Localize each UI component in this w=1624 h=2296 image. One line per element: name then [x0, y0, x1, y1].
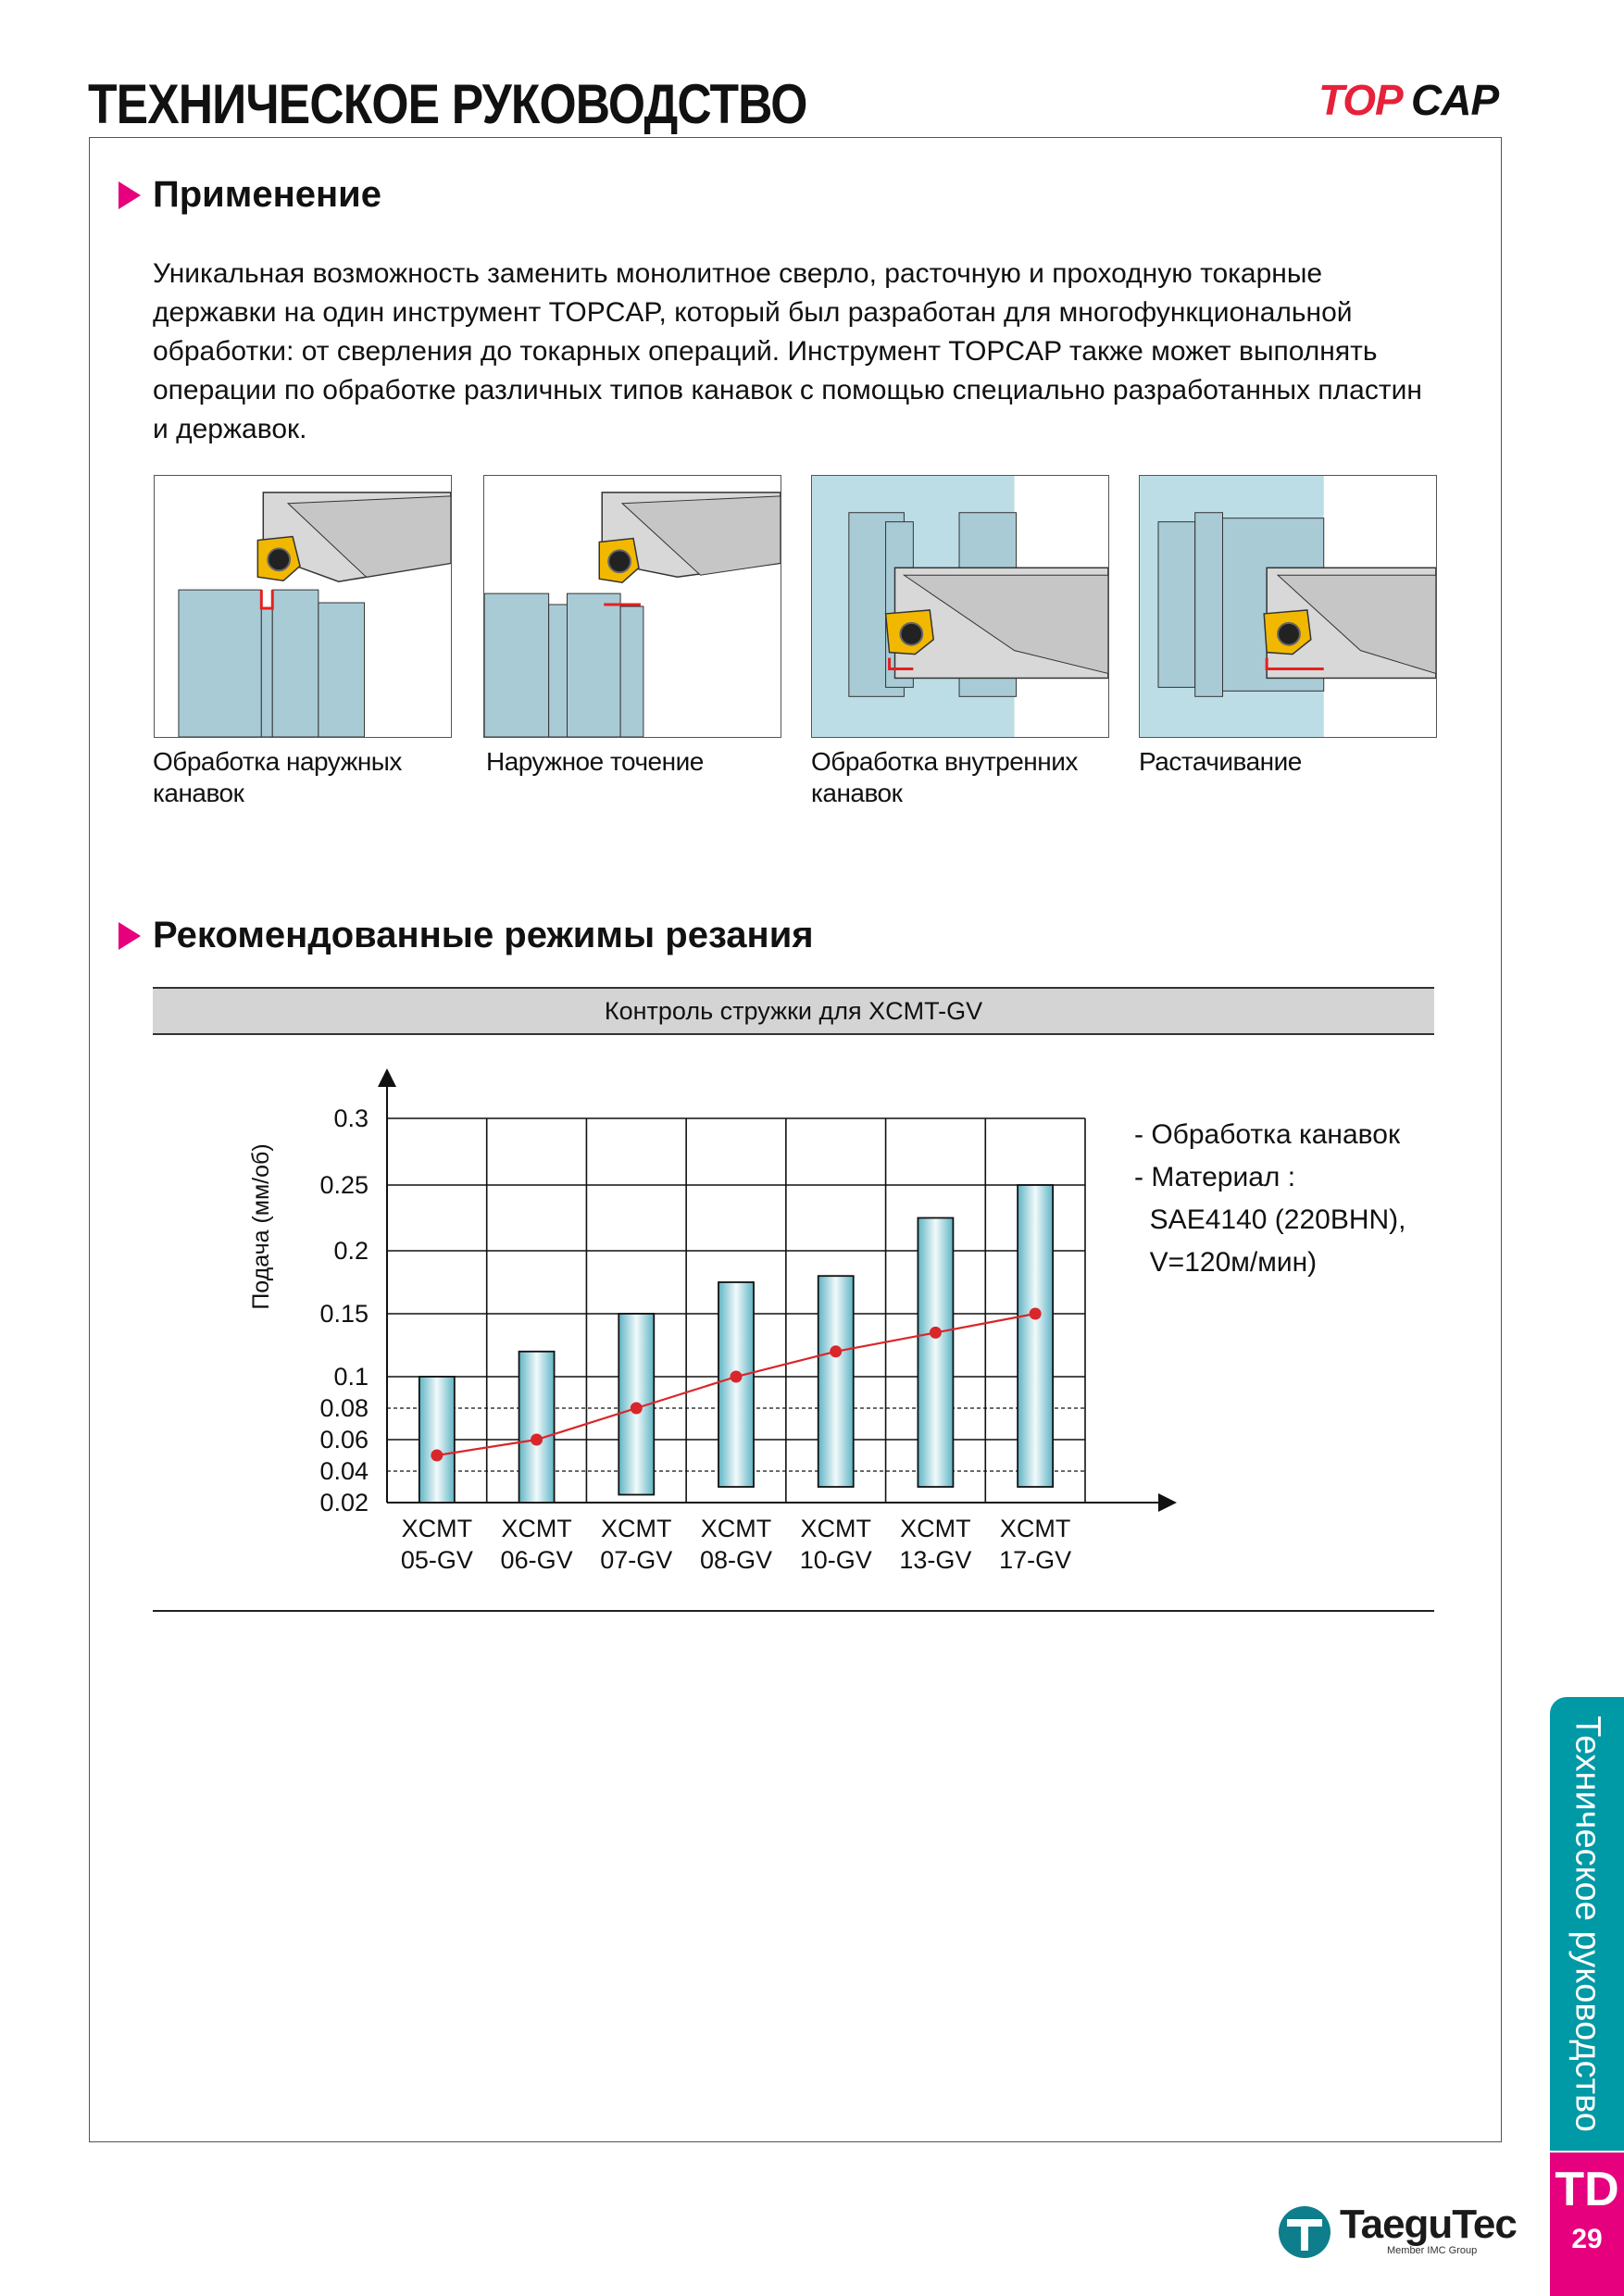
internal-grooving-illustration [811, 475, 1109, 738]
recommended-feed-point [531, 1434, 543, 1446]
note-line: - Материал : [1134, 1162, 1296, 1192]
page-number: 29 [1571, 2224, 1603, 2254]
recommended-feed-point [930, 1327, 942, 1339]
x-tick-label: XCMT [700, 1515, 772, 1542]
x-tick-label: XCMT [900, 1515, 971, 1542]
y-tick-label: 0.2 [333, 1237, 369, 1265]
x-tick-label: 05-GV [400, 1546, 473, 1574]
feed-range-bar [918, 1218, 953, 1488]
caption-external-turning: Наружное точение [486, 747, 704, 776]
svg-text:CAP: CAP [1411, 76, 1499, 124]
y-tick-label: 0.08 [319, 1394, 369, 1422]
topcap-logo [1315, 72, 1509, 128]
section-code: TD [1555, 2163, 1619, 2216]
y-tick-label: 0.04 [319, 1457, 369, 1485]
feed-range-bar [519, 1352, 555, 1503]
caption-internal-grooving: Обработка внутренних канавок [811, 747, 1078, 807]
svg-text:TOP: TOP [1318, 76, 1403, 124]
y-tick-label: 0.25 [319, 1171, 369, 1199]
note-line: SAE4140 (220BHN), [1134, 1204, 1406, 1235]
y-axis-label: Подача (мм/об) [248, 1143, 274, 1310]
section-title-application: Применение [153, 174, 382, 215]
page-title: ТЕХНИЧЕСКОЕ РУКОВОДСТВО [88, 73, 807, 135]
note-line: - Обработка канавок [1134, 1119, 1401, 1150]
intro-paragraph: Уникальная возможность заменить монолитное сверло, расточную и проходную токарные державки на один инструмент TOPCAP, который был разработан для многофункциональной обработки: от сверления до токарных операций. Инструмент TOPCAP также может выполнять операции по обработке различных типов канавок с помощью специально разработанных пластин и державок. [153, 258, 1422, 444]
x-tick-label: XCMT [999, 1515, 1071, 1542]
chart-header-band: Контроль стружки для XCMT-GV [153, 987, 1434, 1035]
x-tick-label: XCMT [601, 1515, 672, 1542]
recommended-feed-point [1030, 1308, 1042, 1320]
feed-range-bar [419, 1377, 455, 1503]
brand-name: TaeguTec [1340, 2202, 1517, 2247]
x-tick-label: 06-GV [500, 1546, 573, 1574]
x-tick-label: 08-GV [699, 1546, 773, 1574]
x-tick-label: 13-GV [899, 1546, 972, 1574]
recommended-feed-point [431, 1450, 443, 1462]
y-tick-label: 0.1 [333, 1363, 369, 1391]
y-tick-label: 0.15 [319, 1300, 369, 1328]
feed-range-bar [718, 1282, 754, 1487]
caption-external-grooving: Обработка наружных канавок [153, 747, 402, 807]
y-tick-label: 0.02 [319, 1489, 369, 1516]
external-turning-illustration [483, 475, 781, 738]
side-tab-label-wrap [1550, 1697, 1624, 2151]
note-line: V=120м/мин) [1134, 1247, 1318, 1278]
recommended-feed-point [731, 1371, 743, 1383]
side-tab-label: Техническое руководство [1568, 1716, 1607, 2132]
feed-range-bar [1018, 1185, 1053, 1487]
section-arrow-icon [119, 181, 141, 209]
section-code-box [1550, 2152, 1624, 2296]
x-tick-label: 07-GV [600, 1546, 673, 1574]
external-grooving-illustration [154, 475, 452, 738]
section-title-cutting: Рекомендованные режимы резания [153, 915, 814, 955]
boring-illustration [1139, 475, 1437, 738]
caption-boring: Растачивание [1139, 747, 1302, 776]
x-tick-label: XCMT [800, 1515, 871, 1542]
recommended-feed-point [631, 1403, 643, 1415]
brand-subtitle: Member IMC Group [1387, 2245, 1478, 2256]
recommended-feed-point [830, 1345, 842, 1357]
chart-notes [1134, 1114, 1405, 1284]
x-tick-label: XCMT [401, 1515, 473, 1542]
feed-range-chart [153, 1055, 1264, 1592]
y-tick-label: 0.06 [319, 1426, 369, 1454]
section-arrow-icon [119, 922, 141, 950]
feed-range-bar [818, 1276, 854, 1487]
x-tick-label: 17-GV [999, 1546, 1072, 1574]
x-tick-label: XCMT [501, 1515, 572, 1542]
y-tick-label: 0.3 [333, 1104, 369, 1132]
section-divider [153, 1610, 1434, 1612]
x-tick-label: 10-GV [799, 1546, 872, 1574]
taegutec-logo-icon [1276, 2203, 1333, 2261]
